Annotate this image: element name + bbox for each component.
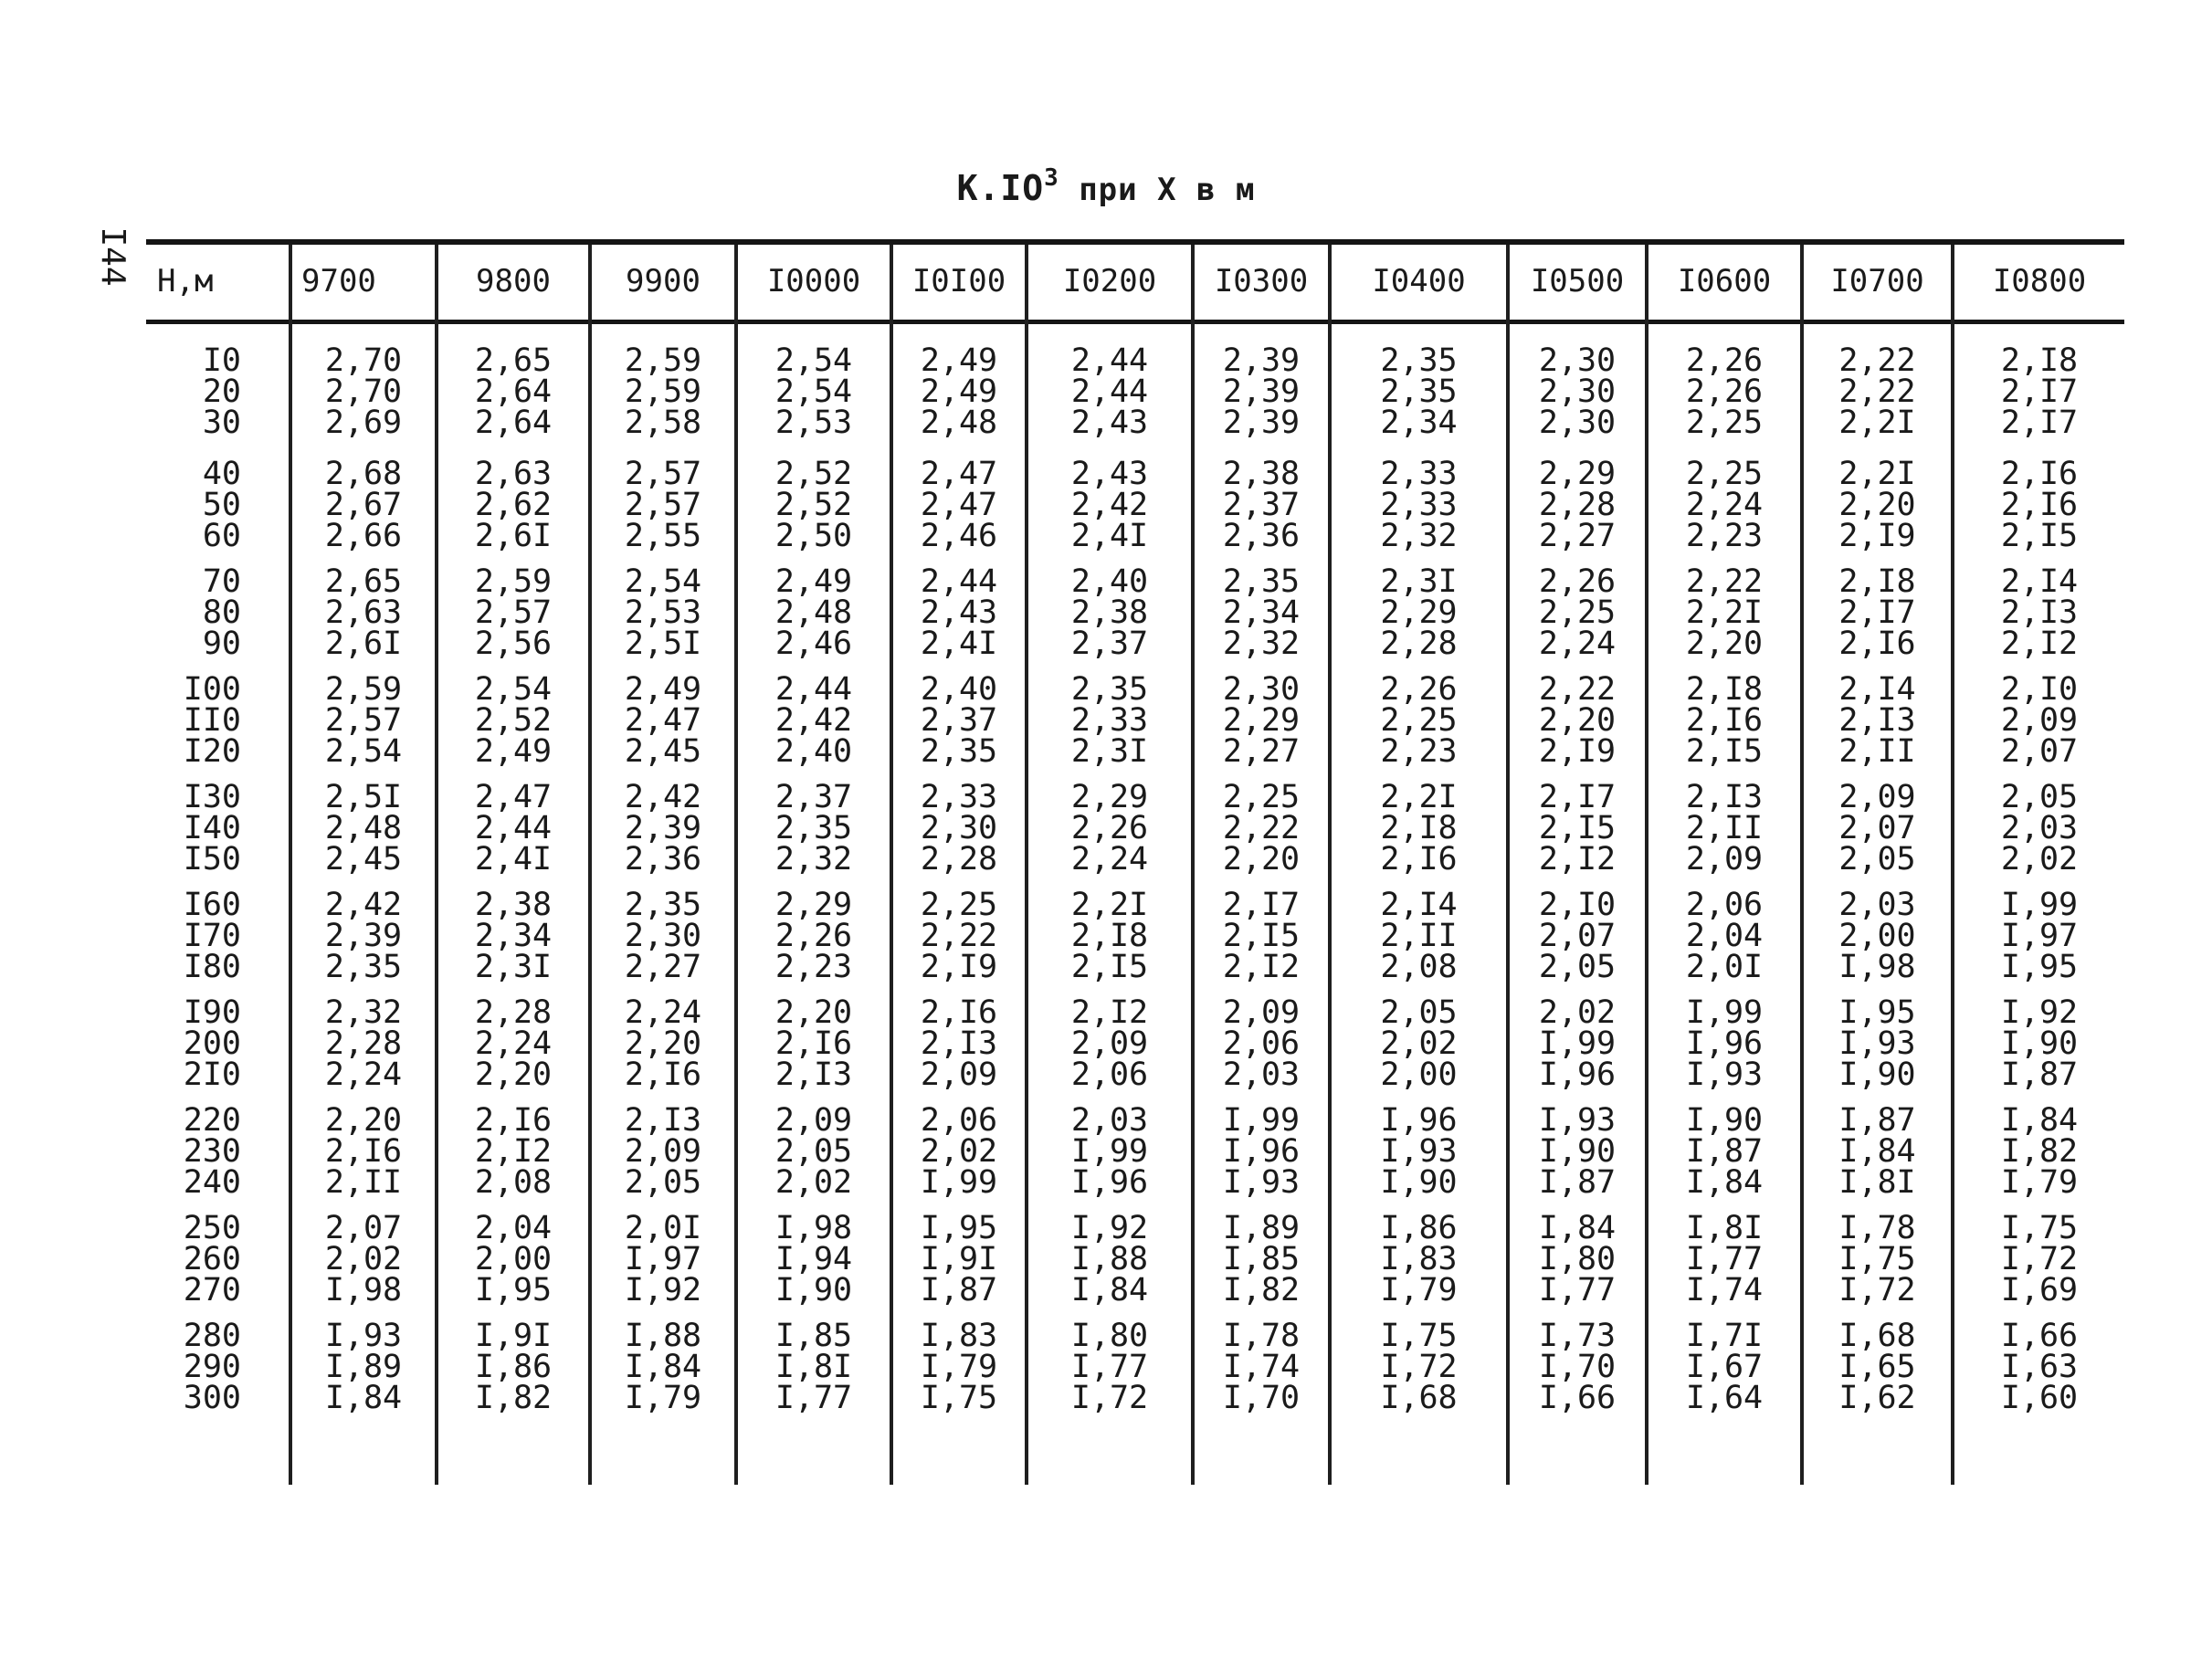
coefficient-cell: 2,I8 2,I6 2,I5 [1647, 674, 1802, 782]
coefficient-cell: 2,I4 2,I3 2,I2 [1953, 566, 2124, 674]
coefficient-cell: 2,44 2,43 2,4I [891, 566, 1027, 674]
coefficient-cell: 2,49 2,48 2,46 [736, 566, 891, 674]
coefficient-cell: 2,57 2,57 2,55 [590, 458, 736, 566]
table-body [146, 318, 2124, 1485]
coefficient-cell: 2,2I 2,I8 2,I5 [1027, 889, 1193, 997]
coefficient-cell: 2,59 2,59 2,58 [590, 318, 736, 458]
coefficient-cell: 2,I3 2,09 2,05 [590, 1105, 736, 1213]
coefficient-cell: 2,I4 2,II 2,08 [1330, 889, 1508, 997]
header-h: Н,м [157, 263, 214, 300]
coefficient-cell: 2,52 2,52 2,50 [736, 458, 891, 566]
coefficient-cell: 2,24 2,20 2,I6 [590, 997, 736, 1105]
coefficient-cell: I,99 I,97 I,95 [1953, 889, 2124, 997]
coefficient-cell: 2,54 2,53 2,5I [590, 566, 736, 674]
coefficient-cell: I,95 I,9I I,87 [891, 1213, 1027, 1320]
height-values-cell: I90 200 2I0 [183, 994, 241, 1093]
coefficient-cell: 2,39 2,39 2,39 [1193, 318, 1330, 458]
coefficient-cell: 2,I0 2,07 2,05 [1508, 889, 1647, 997]
coefficient-cell: 2,09 2,06 2,03 [1193, 997, 1330, 1105]
caption-rest: при Х в м [1059, 172, 1256, 208]
coefficient-cell: 2,35 2,30 2,27 [590, 889, 736, 997]
coefficient-cell: I,98 I,94 I,90 [736, 1213, 891, 1320]
coefficient-cell: 2,22 2,2I 2,20 [1647, 566, 1802, 674]
coefficient-cell: 2,3I 2,29 2,28 [1330, 566, 1508, 674]
coefficient-cell: I,78 I,75 I,72 [1802, 1213, 1953, 1320]
coefficient-cell: 2,03 I,99 I,96 [1027, 1105, 1193, 1213]
coefficient-cell: I,89 I,85 I,82 [1193, 1213, 1330, 1320]
page-number: I44 [94, 226, 132, 287]
header-x: I0I00 [891, 245, 1027, 318]
coefficient-cell: 2,02 I,99 I,96 [1508, 997, 1647, 1105]
coefficient-cell: I,83 I,79 I,75 [891, 1320, 1027, 1485]
coefficient-cell: 2,05 2,02 2,00 [1330, 997, 1508, 1105]
coefficient-cell: 2,30 2,30 2,30 [1508, 318, 1647, 458]
header-x: 9800 [437, 245, 590, 318]
coefficient-cell: 2,5I 2,48 2,45 [290, 782, 437, 889]
coefficient-cell: 2,32 2,28 2,24 [290, 997, 437, 1105]
coefficient-cell: 2,70 2,70 2,69 [290, 318, 437, 458]
coefficient-cell: 2,I2 2,09 2,06 [1027, 997, 1193, 1105]
header-x: I0400 [1330, 245, 1508, 318]
header-x: I0500 [1508, 245, 1647, 318]
coefficient-cell: 2,65 2,63 2,6I [290, 566, 437, 674]
coefficient-cell: 2,29 2,26 2,24 [1027, 782, 1193, 889]
table-row [146, 1105, 2124, 1213]
coefficient-cell: I,86 I,83 I,79 [1330, 1213, 1508, 1320]
caption-exponent: 3 [1044, 164, 1059, 192]
coefficient-cell: 2,25 2,22 2,I9 [891, 889, 1027, 997]
coefficient-cell: 2,42 2,39 2,36 [590, 782, 736, 889]
coefficient-cell: 2,05 2,03 2,02 [1953, 782, 2124, 889]
coefficient-cell: 2,0I I,97 I,92 [590, 1213, 736, 1320]
coefficient-cell: 2,47 2,47 2,46 [891, 458, 1027, 566]
coefficient-cell: I,95 I,93 I,90 [1802, 997, 1953, 1105]
coefficient-cell: 2,06 2,04 2,0I [1647, 889, 1802, 997]
table-row [146, 674, 2124, 782]
table-row [146, 1320, 2124, 1485]
coefficient-cell: 2,09 2,05 2,02 [736, 1105, 891, 1213]
coefficient-cell: 2,07 2,02 I,98 [290, 1213, 437, 1320]
header-x: I0600 [1647, 245, 1802, 318]
height-values-cell: 220 230 240 [183, 1102, 241, 1201]
coefficient-cell: 2,26 2,25 2,24 [1508, 566, 1647, 674]
coefficient-cell: 2,06 2,02 I,99 [891, 1105, 1027, 1213]
coefficient-cell: 2,I7 2,I5 2,I2 [1508, 782, 1647, 889]
header-x: I0200 [1027, 245, 1193, 318]
table-row [146, 782, 2124, 889]
header-x: I0000 [736, 245, 891, 318]
table-row [146, 997, 2124, 1105]
coefficient-cell: 2,35 2,35 2,34 [1330, 318, 1508, 458]
height-values-cell: 250 260 270 [183, 1210, 241, 1308]
coefficient-cell: 2,I6 2,I2 2,08 [437, 1105, 590, 1213]
table-row [146, 458, 2124, 566]
coefficient-cell: I,75 I,72 I,69 [1953, 1213, 2124, 1320]
coefficient-cell: I,99 I,96 I,93 [1647, 997, 1802, 1105]
coefficient-cell: 2,I8 2,I7 2,I6 [1802, 566, 1953, 674]
coefficient-cell: 2,28 2,24 2,20 [437, 997, 590, 1105]
coefficient-cell: 2,54 2,54 2,53 [736, 318, 891, 458]
coefficient-cell: 2,37 2,35 2,32 [736, 782, 891, 889]
height-values-cell: 40 50 60 [202, 456, 241, 554]
coefficient-cell: 2,I6 2,I3 2,09 [891, 997, 1027, 1105]
coefficient-cell: 2,33 2,33 2,32 [1330, 458, 1508, 566]
coefficient-cell: 2,38 2,34 2,3I [437, 889, 590, 997]
coefficient-cell: I,87 I,84 I,8I [1802, 1105, 1953, 1213]
coefficient-cell: 2,I8 2,I7 2,I7 [1953, 318, 2124, 458]
coefficient-cell: 2,20 2,I6 2,I3 [736, 997, 891, 1105]
coefficient-cell: 2,20 2,I6 2,II [290, 1105, 437, 1213]
coefficient-cell: I,99 I,96 I,93 [1193, 1105, 1330, 1213]
coefficient-cell: 2,49 2,49 2,48 [891, 318, 1027, 458]
coefficient-cell: 2,09 2,07 2,05 [1802, 782, 1953, 889]
table-row [146, 318, 2124, 458]
coefficient-cell: I,73 I,70 I,66 [1508, 1320, 1647, 1485]
coefficient-cell: 2,40 2,37 2,35 [891, 674, 1027, 782]
coefficient-cell: I,93 I,89 I,84 [290, 1320, 437, 1485]
coefficient-cell: 2,54 2,52 2,49 [437, 674, 590, 782]
header-x: I0300 [1193, 245, 1330, 318]
coefficient-cell: 2,I3 2,II 2,09 [1647, 782, 1802, 889]
table-row [146, 566, 2124, 674]
height-values-cell: I60 I70 I80 [183, 887, 241, 985]
table-row [146, 1213, 2124, 1320]
coefficient-cell: 2,29 2,28 2,27 [1508, 458, 1647, 566]
height-values-cell: I0 20 30 [202, 342, 241, 441]
coefficient-cell: I,8I I,77 I,74 [1647, 1213, 1802, 1320]
coefficient-cell: I,88 I,84 I,79 [590, 1320, 736, 1485]
coefficient-cell: 2,63 2,62 2,6I [437, 458, 590, 566]
coefficient-cell: 2,40 2,38 2,37 [1027, 566, 1193, 674]
header-x: 9900 [590, 245, 736, 318]
coefficient-cell: 2,22 2,22 2,2I [1802, 318, 1953, 458]
coefficient-table [146, 245, 2124, 1485]
coefficient-cell: 2,59 2,57 2,54 [290, 674, 437, 782]
coefficient-cell: 2,26 2,26 2,25 [1647, 318, 1802, 458]
coefficient-cell: 2,33 2,30 2,28 [891, 782, 1027, 889]
coefficient-cell: I,93 I,90 I,87 [1508, 1105, 1647, 1213]
coefficient-cell: I,92 I,88 I,84 [1027, 1213, 1193, 1320]
coefficient-cell: 2,2I 2,20 2,I9 [1802, 458, 1953, 566]
coefficient-cell: 2,49 2,47 2,45 [590, 674, 736, 782]
coefficient-cell: I,90 I,87 I,84 [1647, 1105, 1802, 1213]
coefficient-cell: 2,35 2,33 2,3I [1027, 674, 1193, 782]
header-row [146, 245, 2124, 318]
coefficient-cell: 2,25 2,24 2,23 [1647, 458, 1802, 566]
coefficient-cell: 2,I7 2,I5 2,I2 [1193, 889, 1330, 997]
coefficient-cell: 2,65 2,64 2,64 [437, 318, 590, 458]
coefficient-cell: 2,42 2,39 2,35 [290, 889, 437, 997]
coefficient-cell: 2,03 2,00 I,98 [1802, 889, 1953, 997]
coefficient-cell: 2,I0 2,09 2,07 [1953, 674, 2124, 782]
coefficient-cell: 2,59 2,57 2,56 [437, 566, 590, 674]
coefficient-cell: 2,I4 2,I3 2,II [1802, 674, 1953, 782]
coefficient-cell: 2,26 2,25 2,23 [1330, 674, 1508, 782]
coefficient-cell: I,78 I,74 I,70 [1193, 1320, 1330, 1485]
coefficient-cell: 2,I6 2,I6 2,I5 [1953, 458, 2124, 566]
coefficient-cell: 2,44 2,44 2,43 [1027, 318, 1193, 458]
height-values-cell: 280 290 300 [183, 1318, 241, 1416]
coefficient-cell: I,7I I,67 I,64 [1647, 1320, 1802, 1485]
coefficient-cell: 2,29 2,26 2,23 [736, 889, 891, 997]
coefficient-cell: 2,35 2,34 2,32 [1193, 566, 1330, 674]
coefficient-cell: I,84 I,82 I,79 [1953, 1105, 2124, 1213]
coefficient-cell: I,66 I,63 I,60 [1953, 1320, 2124, 1485]
coefficient-cell: 2,04 2,00 I,95 [437, 1213, 590, 1320]
coefficient-cell: I,92 I,90 I,87 [1953, 997, 2124, 1105]
header-x: 9700 [290, 245, 437, 318]
caption-main: К.IO [956, 168, 1045, 208]
table-row [146, 889, 2124, 997]
height-values-cell: 70 80 90 [202, 563, 241, 662]
coefficient-cell: 2,44 2,42 2,40 [736, 674, 891, 782]
height-values-cell: I30 I40 I50 [183, 779, 241, 878]
coefficient-cell: I,9I I,86 I,82 [437, 1320, 590, 1485]
height-values-cell: I00 II0 I20 [183, 671, 241, 770]
coefficient-cell: 2,68 2,67 2,66 [290, 458, 437, 566]
coefficient-cell: I,68 I,65 I,62 [1802, 1320, 1953, 1485]
coefficient-cell: I,96 I,93 I,90 [1330, 1105, 1508, 1213]
coefficient-cell: 2,25 2,22 2,20 [1193, 782, 1330, 889]
coefficient-cell: I,85 I,8I I,77 [736, 1320, 891, 1485]
coefficient-cell: I,80 I,77 I,72 [1027, 1320, 1193, 1485]
coefficient-cell: 2,30 2,29 2,27 [1193, 674, 1330, 782]
coefficient-cell: 2,22 2,20 2,I9 [1508, 674, 1647, 782]
header-x: I0700 [1802, 245, 1953, 318]
coefficient-cell: 2,38 2,37 2,36 [1193, 458, 1330, 566]
coefficient-cell: I,75 I,72 I,68 [1330, 1320, 1508, 1485]
coefficient-cell: I,84 I,80 I,77 [1508, 1213, 1647, 1320]
coefficient-cell: 2,43 2,42 2,4I [1027, 458, 1193, 566]
coefficient-cell: 2,2I 2,I8 2,I6 [1330, 782, 1508, 889]
header-x: I0800 [1953, 245, 2124, 318]
table-caption [0, 164, 2212, 208]
coefficient-cell: 2,47 2,44 2,4I [437, 782, 590, 889]
